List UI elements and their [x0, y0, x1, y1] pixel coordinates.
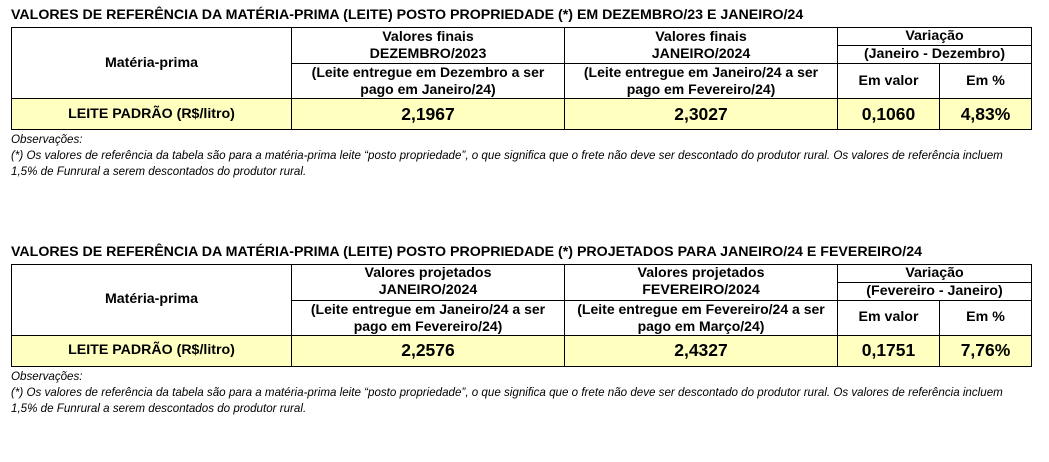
table2-header-em-valor: Em valor — [838, 300, 940, 335]
table1-header-variacao — [838, 28, 1032, 64]
table1-var-pct: 4,83% — [940, 99, 1032, 130]
table1-title: VALORES DE REFERÊNCIA DA MATÉRIA-PRIMA (LEITE) POSTO PROPRIEDADE (*) EM DEZEMBRO/23 E JANEIRO/24 — [11, 7, 804, 23]
table1-header-col-b — [565, 28, 838, 64]
table2-value-a: 2,2576 — [292, 335, 565, 366]
table1-obs-text: (*) Os valores de referência da tabela são para a matéria-prima leite “posto propriedade”, o que significa que o frete não deve ser descontado do produtor rural. Os valores de referência incluem 1,5% de Funrural a serem descontados do produtor rural. — [11, 149, 1003, 178]
reference-values-section-dec-jan — [11, 0, 1037, 180]
table2-obs-text: (*) Os valores de referência da tabela são para a matéria-prima leite “posto propriedade”, o que significa que o frete não deve ser descontado do produtor rural. Os valores de referência incluem 1,5% de Funrural a serem descontados do produtor rural. — [11, 385, 1003, 415]
table1-row-label: LEITE PADRÃO (R$/litro) — [12, 99, 292, 130]
table2-header-materia: Matéria-prima — [12, 264, 292, 335]
table2-observations — [11, 369, 1021, 417]
table2-var-valor: 0,1751 — [838, 335, 940, 366]
table2-header-col-a — [292, 264, 565, 300]
table1 — [11, 27, 1032, 130]
table1-variacao-sub: (Janeiro - Dezembro) — [838, 45, 1031, 63]
table-row — [12, 99, 1032, 130]
table1-header-col-a — [292, 28, 565, 64]
table2-header-em-pct: Em % — [940, 300, 1032, 335]
table2-col-a-line2: JANEIRO/2024 — [378, 282, 478, 298]
table2-variacao-label: Variação — [905, 264, 964, 281]
table2-title: VALORES DE REFERÊNCIA DA MATÉRIA-PRIMA (LEITE) POSTO PROPRIEDADE (*) PROJETADOS PARA JANEIRO/24 E FEVEREIRO/24 — [11, 244, 922, 260]
table1-observations — [11, 132, 1021, 180]
table2-col-b-line2: FEVEREIRO/2024 — [642, 282, 760, 298]
table2-header-col-b — [565, 264, 838, 300]
table2 — [11, 264, 1032, 367]
table-row — [12, 335, 1032, 366]
table1-col-a-line1: Valores finais — [382, 28, 474, 45]
table2-col-a-line1: Valores projetados — [364, 265, 492, 281]
table1-header-em-pct: Em % — [940, 64, 1032, 99]
table2-obs-title: Observações: — [11, 369, 83, 383]
table1-header-em-valor: Em valor — [838, 64, 940, 99]
table2-variacao-sub: (Fevereiro - Janeiro) — [838, 282, 1031, 300]
table1-col-b-sub: (Leite entregue em Janeiro/24 a ser pago em Fevereiro/24) — [565, 64, 838, 99]
table2-col-b-sub: (Leite entregue em Fevereiro/24 a ser pago em Março/24) — [565, 300, 838, 335]
table2-var-pct: 7,76% — [940, 335, 1032, 366]
table1-col-b-line2: JANEIRO/2024 — [651, 45, 751, 62]
table2-value-b: 2,4327 — [565, 335, 838, 366]
table1-variacao-label: Variação — [905, 28, 964, 44]
table1-col-a-line2: DEZEMBRO/2023 — [369, 45, 487, 62]
table1-col-a-sub: (Leite entregue em Dezembro a ser pago em Janeiro/24) — [292, 64, 565, 99]
table1-header-materia: Matéria-prima — [12, 28, 292, 99]
table2-header-variacao — [838, 264, 1032, 300]
table1-value-b: 2,3027 — [565, 99, 838, 130]
table2-col-a-sub: (Leite entregue em Janeiro/24 a ser pago em Fevereiro/24) — [292, 300, 565, 335]
table1-obs-title: Observações: — [11, 133, 83, 146]
table1-value-a: 2,1967 — [292, 99, 565, 130]
table2-row-label: LEITE PADRÃO (R$/litro) — [12, 335, 292, 366]
table1-var-valor: 0,1060 — [838, 99, 940, 130]
table2-col-b-line1: Valores projetados — [637, 265, 765, 281]
reference-values-section-jan-feb — [11, 243, 1037, 417]
table1-col-b-line1: Valores finais — [655, 28, 747, 45]
